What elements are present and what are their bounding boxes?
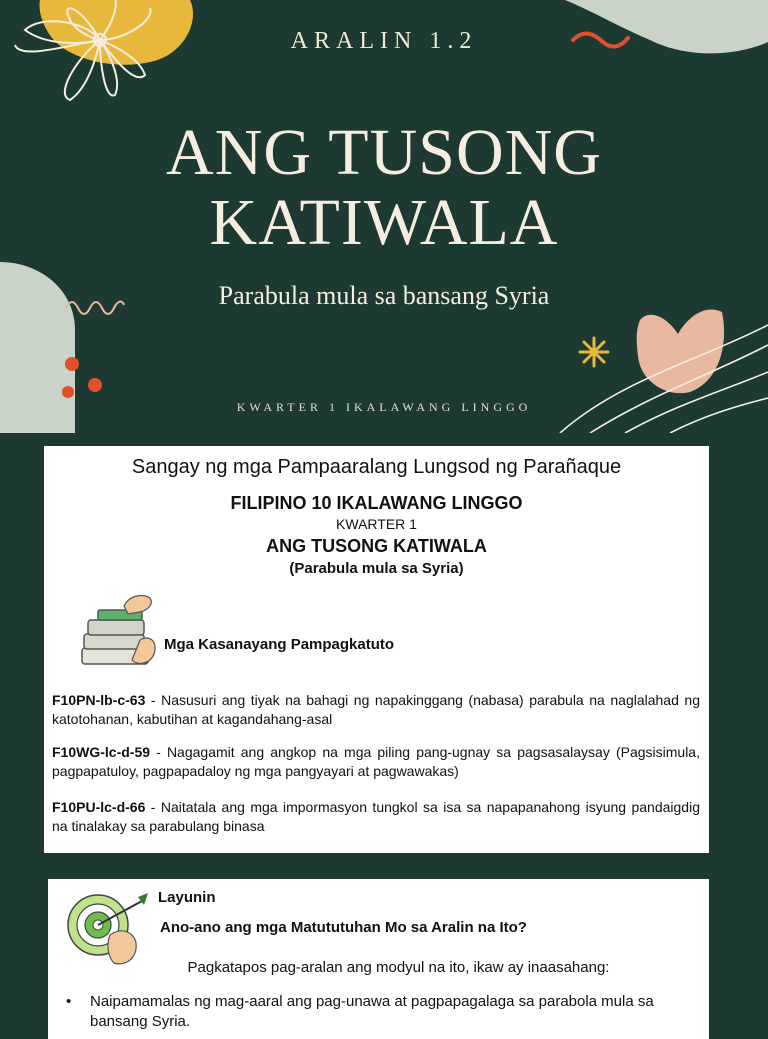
subtitle: Parabula mula sa bansang Syria xyxy=(218,281,550,310)
objective-heading: Layunin xyxy=(158,889,216,906)
competency-code: F10WG-lc-d-59 xyxy=(52,744,151,760)
module-title: ANG TUSONG KATIWALA xyxy=(266,536,487,556)
competency-code: F10PN-lb-c-63 xyxy=(52,692,146,708)
competency-text: - Nagagamit ang angkop na mga piling pang-ugnay sa pagsasalaysay (Pagsisimula, pagpapatuloy, pagpapadaloy ng mga pangyayari at pagwawakas) xyxy=(52,744,700,779)
orange-dot xyxy=(65,357,79,371)
asterisk-icon xyxy=(580,338,608,366)
skills-heading: Mga Kasanayang Pampagkatuto xyxy=(164,636,395,653)
quarter-heading: KWARTER 1 xyxy=(336,516,417,532)
objective-intro: Pagkatapos pag-aralan ang modyul na ito, ikaw ay inaasahang: xyxy=(187,959,610,976)
list-item-text: Naipamamalas ng mag-aaral ang pag-unawa at pagpapagalaga sa parabola mula sa bansang Syria. xyxy=(90,993,654,1030)
objectives-card xyxy=(48,879,709,1039)
page-title xyxy=(0,118,768,258)
competency-text: - Nasusuri ang tiyak na bahagi ng napakinggang (nabasa) parabula na naglalahad ng katotohanan, kabutihan at kagandahang-asal xyxy=(52,692,700,727)
module-subtitle: (Parabula mula sa Syria) xyxy=(289,560,464,577)
orange-dot xyxy=(88,378,102,392)
quarter-label: KWARTER 1 IKALAWANG LINGGO xyxy=(236,400,532,414)
objective-question: Ano-ano ang mga Matututuhan Mo sa Aralin na Ito? xyxy=(160,919,527,936)
books-icon xyxy=(78,592,160,672)
competency-item xyxy=(52,743,700,781)
grade-heading: FILIPINO 10 IKALAWANG LINGGO xyxy=(230,493,523,513)
competency-code: F10PU-lc-d-66 xyxy=(52,799,146,815)
division-header: Sangay ng mga Pampaaralang Lungsod ng Parañaque xyxy=(131,456,622,478)
cover-slide xyxy=(0,0,768,433)
competency-item xyxy=(52,798,700,836)
module-card xyxy=(44,446,709,853)
title-line: KATIWALA xyxy=(209,186,559,259)
bullet-icon: • xyxy=(66,993,72,1010)
title-line: ANG TUSONG xyxy=(166,116,602,189)
competency-item xyxy=(52,691,700,729)
lesson-number: ARALIN 1.2 xyxy=(290,28,478,54)
competency-text: - Naitatala ang mga impormasyon tungkol sa isa sa napapanahong isyung pandaigdig na tinalakay sa parabulang binasa xyxy=(52,799,700,834)
orange-dot xyxy=(62,386,74,398)
